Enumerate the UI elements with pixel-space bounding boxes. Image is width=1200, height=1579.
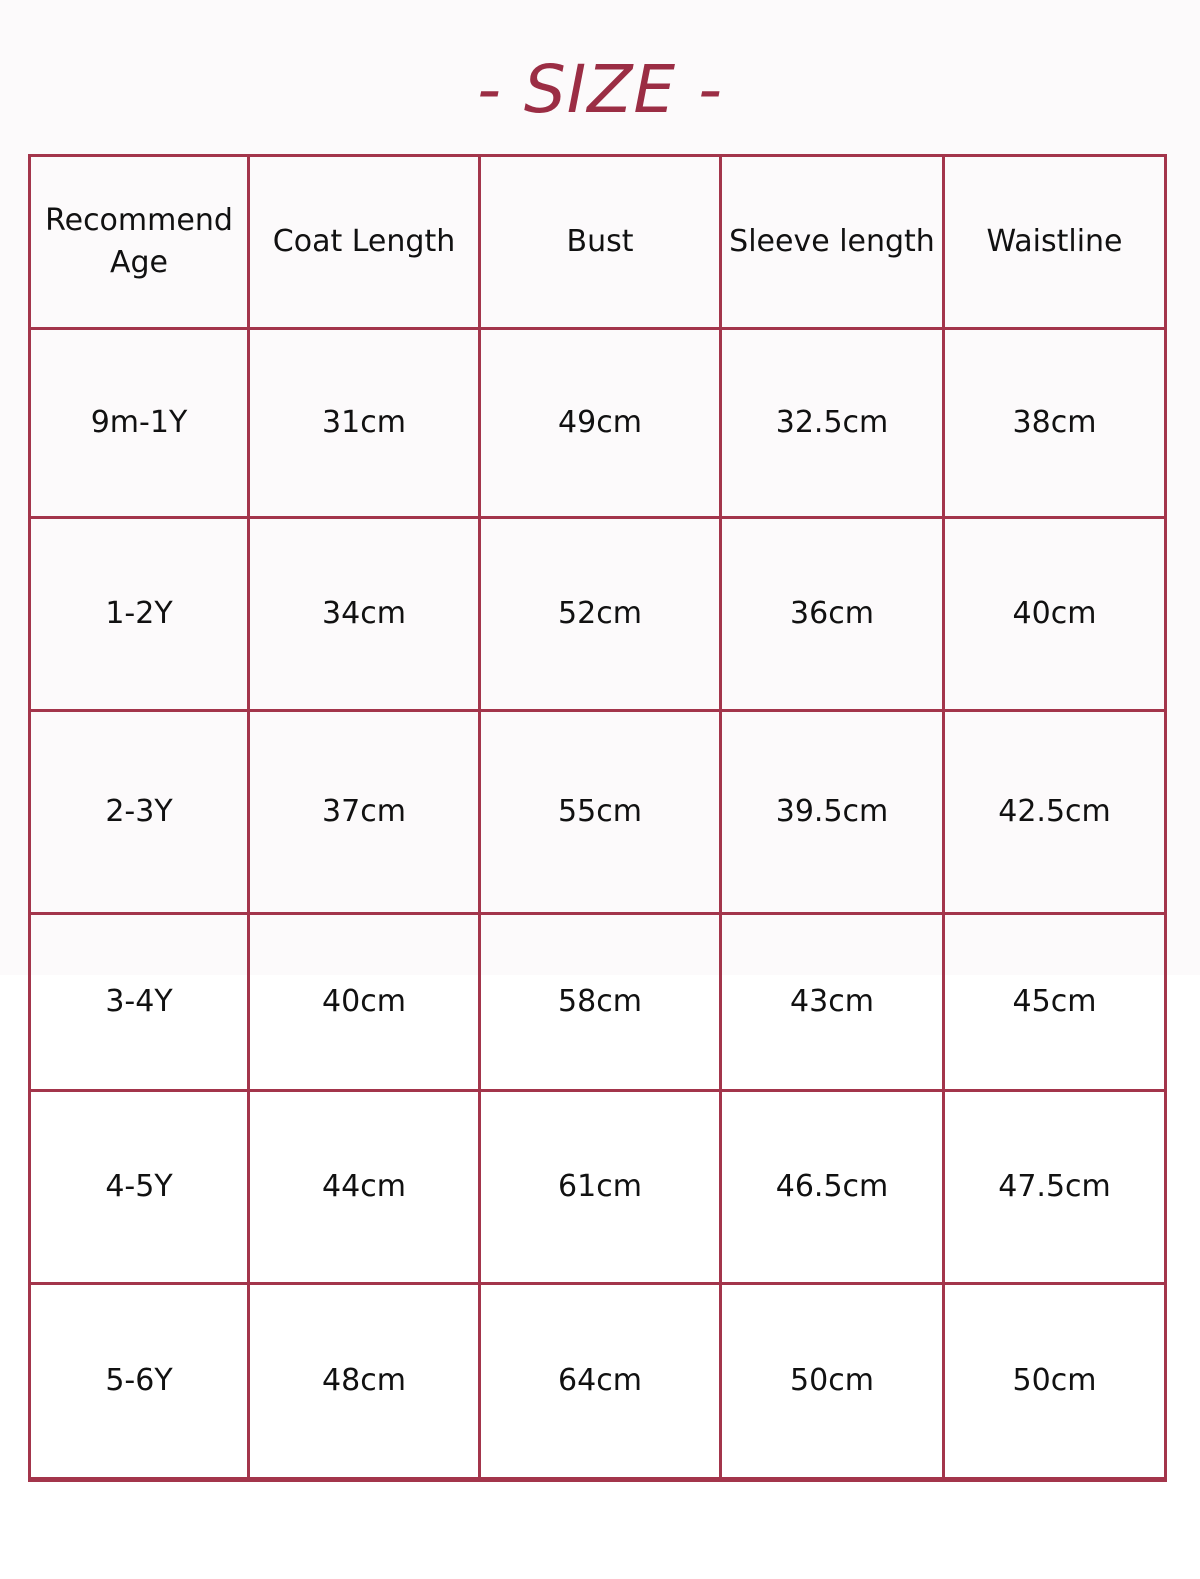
cell-coat-length: 44cm — [249, 1091, 480, 1284]
cell-sleeve-length: 50cm — [721, 1284, 944, 1480]
header-waistline: Waistline — [944, 156, 1166, 329]
cell-bust: 58cm — [480, 914, 721, 1091]
cell-age: 3-4Y — [30, 914, 249, 1091]
size-chart-table — [28, 154, 1167, 1482]
cell-age: 5-6Y — [30, 1284, 249, 1480]
table-row — [30, 518, 1166, 711]
cell-waistline: 38cm — [944, 329, 1166, 518]
cell-age: 9m-1Y — [30, 329, 249, 518]
table-row — [30, 1091, 1166, 1284]
cell-waistline: 42.5cm — [944, 711, 1166, 914]
cell-bust: 64cm — [480, 1284, 721, 1480]
cell-bust: 55cm — [480, 711, 721, 914]
header-recommend-age — [30, 156, 249, 329]
cell-bust: 52cm — [480, 518, 721, 711]
header-coat-length: Coat Length — [249, 156, 480, 329]
header-sleeve-length: Sleeve length — [721, 156, 944, 329]
cell-coat-length: 48cm — [249, 1284, 480, 1480]
cell-age: 2-3Y — [30, 711, 249, 914]
cell-coat-length: 31cm — [249, 329, 480, 518]
cell-sleeve-length: 39.5cm — [721, 711, 944, 914]
page-title: - SIZE - — [477, 51, 723, 128]
cell-bust: 61cm — [480, 1091, 721, 1284]
table-row — [30, 711, 1166, 914]
cell-sleeve-length: 46.5cm — [721, 1091, 944, 1284]
header-recommend-age-label: Recommend Age — [45, 203, 233, 280]
cell-waistline: 40cm — [944, 518, 1166, 711]
cell-waistline: 50cm — [944, 1284, 1166, 1480]
table-row — [30, 1284, 1166, 1480]
cell-coat-length: 34cm — [249, 518, 480, 711]
header-bust: Bust — [480, 156, 721, 329]
cell-waistline: 45cm — [944, 914, 1166, 1091]
cell-sleeve-length: 36cm — [721, 518, 944, 711]
cell-sleeve-length: 32.5cm — [721, 329, 944, 518]
cell-age: 1-2Y — [30, 518, 249, 711]
cell-age: 4-5Y — [30, 1091, 249, 1284]
cell-coat-length: 40cm — [249, 914, 480, 1091]
cell-bust: 49cm — [480, 329, 721, 518]
table-row — [30, 329, 1166, 518]
table-row — [30, 914, 1166, 1091]
cell-coat-length: 37cm — [249, 711, 480, 914]
cell-waistline: 47.5cm — [944, 1091, 1166, 1284]
cell-sleeve-length: 43cm — [721, 914, 944, 1091]
table-header-row — [30, 156, 1166, 329]
